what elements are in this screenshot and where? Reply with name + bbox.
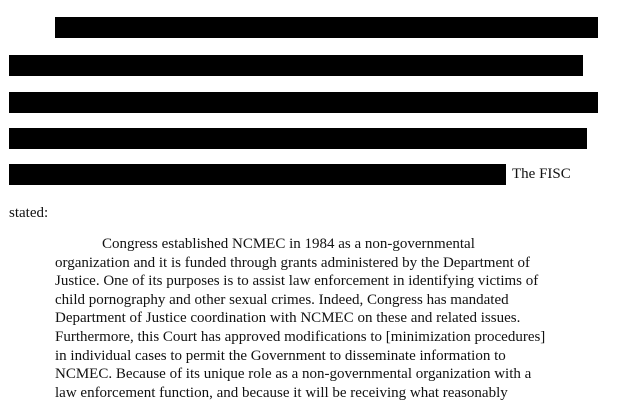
redaction-bar — [9, 55, 583, 76]
stated-text: stated: — [9, 205, 49, 221]
quote-line: Furthermore, this Court has approved modifications to [minimization procedures] — [55, 328, 546, 345]
quote-line: law enforcement function, and because it will be receiving what reasonably — [55, 384, 508, 401]
quote-line: NCMEC. Because of its unique role as a non-governmental organization with a — [55, 366, 532, 383]
quote-line: child pornography and other sexual crimes. Indeed, Congress has mandated — [55, 291, 509, 308]
quote-line: Department of Justice coordination with NCMEC on these and related issues. — [55, 310, 521, 327]
redaction-bar — [9, 128, 587, 149]
block-quote — [55, 235, 575, 402]
quote-line: Congress established NCMEC in 1984 as a non-governmental — [102, 236, 475, 252]
quote-line: in individual cases to permit the Government to disseminate information to — [55, 347, 506, 364]
sentence-tail-text: The FISC — [512, 166, 571, 182]
quote-line: Justice. One of its purposes is to assist law enforcement in identifying victims of — [55, 273, 539, 290]
redaction-bar — [9, 164, 506, 185]
redaction-bar — [9, 92, 598, 113]
quote-line: organization and it is funded through grants administered by the Department of — [55, 254, 531, 271]
redaction-bar — [55, 17, 598, 38]
